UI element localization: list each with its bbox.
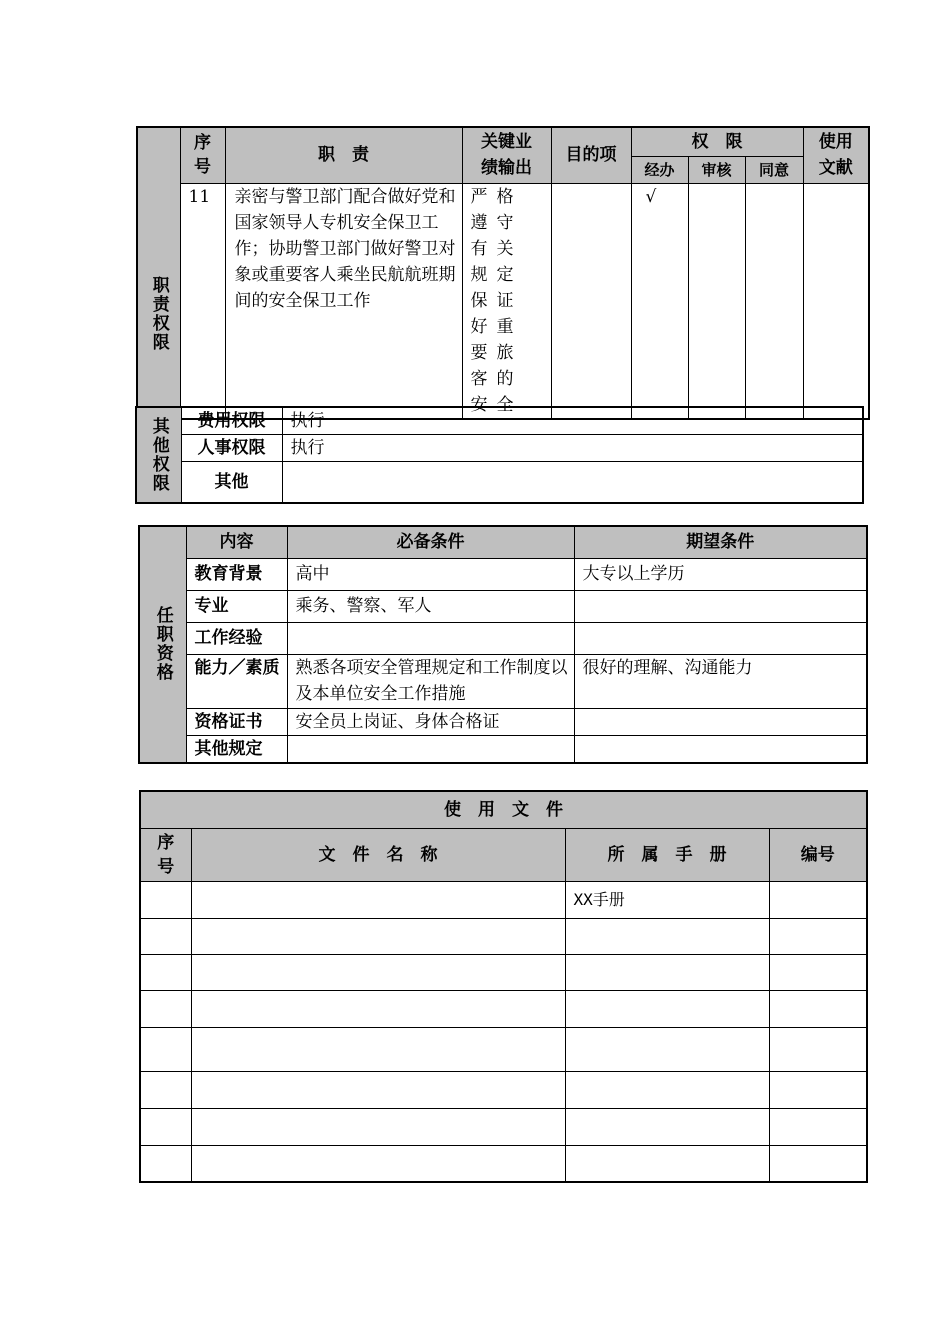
doc-manual <box>565 1145 769 1182</box>
certificate-required: 安全员上岗证、身体合格证 <box>287 708 574 735</box>
doc-name <box>191 990 565 1027</box>
certificate-expected <box>574 708 867 735</box>
duty-kpi: 严格遵守有关规定保证好重要旅客的安全 <box>462 183 551 419</box>
major-required: 乘务、警察、军人 <box>287 590 574 622</box>
doc-name <box>191 918 565 954</box>
personnel-authority-label: 人事权限 <box>181 435 282 462</box>
doc-seq <box>140 1071 191 1108</box>
doc-seq-header: 序号 <box>140 828 191 881</box>
authority-handle-header: 经办 <box>631 156 688 183</box>
duty-review <box>688 183 745 419</box>
doc-manual <box>565 1071 769 1108</box>
doc-code <box>769 881 867 918</box>
qualification-row <box>139 654 867 708</box>
doc-name <box>191 881 565 918</box>
documents-table <box>139 790 868 1183</box>
doc-code <box>769 990 867 1027</box>
personnel-authority-value: 执行 <box>282 435 863 462</box>
table-row <box>140 1108 867 1145</box>
doc-manual <box>565 918 769 954</box>
seq-header: 序号 <box>180 127 225 183</box>
qualifications-section-label: 任职资格 <box>139 526 186 763</box>
documents-title: 使 用 文 件 <box>140 791 867 828</box>
doc-manual <box>565 990 769 1027</box>
table-row <box>140 954 867 990</box>
ability-label: 能力／素质 <box>186 654 287 708</box>
duty-approve <box>745 183 803 419</box>
doc-seq <box>140 1108 191 1145</box>
other-rules-expected <box>574 735 867 763</box>
kpi-header: 关键业绩输出 <box>462 127 551 183</box>
doc-manual <box>565 1108 769 1145</box>
doc-manual <box>565 1027 769 1071</box>
other-authority-table <box>135 406 864 504</box>
table-row <box>140 881 867 918</box>
experience-expected <box>574 622 867 654</box>
certificate-label: 资格证书 <box>186 708 287 735</box>
table-row <box>140 1145 867 1182</box>
duty-seq: 11 <box>180 183 225 419</box>
expected-header: 期望条件 <box>574 526 867 558</box>
education-expected: 大专以上学历 <box>574 558 867 590</box>
other-rules-required <box>287 735 574 763</box>
doc-seq <box>140 1145 191 1182</box>
authority-approve-header: 同意 <box>745 156 803 183</box>
table-row <box>140 990 867 1027</box>
doc-manual <box>565 954 769 990</box>
doc-name <box>191 1071 565 1108</box>
doc-name-header: 文 件 名 称 <box>191 828 565 881</box>
duty-header: 职 责 <box>225 127 462 183</box>
doc-manual-header: 所 属 手 册 <box>565 828 769 881</box>
doc-seq <box>140 990 191 1027</box>
duty-docs <box>803 183 869 419</box>
doc-name <box>191 1027 565 1071</box>
education-label: 教育背景 <box>186 558 287 590</box>
docs-header: 使用文献 <box>803 127 869 183</box>
experience-required <box>287 622 574 654</box>
duty-row <box>137 183 869 419</box>
major-label: 专业 <box>186 590 287 622</box>
duty-purpose <box>551 183 631 419</box>
doc-name <box>191 954 565 990</box>
doc-manual: XX手册 <box>565 881 769 918</box>
doc-code <box>769 1145 867 1182</box>
duties-table <box>136 126 870 420</box>
table-row <box>140 1027 867 1071</box>
doc-seq <box>140 918 191 954</box>
doc-code <box>769 1108 867 1145</box>
expense-authority-value: 执行 <box>282 407 863 435</box>
doc-code <box>769 954 867 990</box>
qualification-row <box>139 708 867 735</box>
table-row <box>140 918 867 954</box>
required-header: 必备条件 <box>287 526 574 558</box>
duties-section-label: 职责权限 <box>137 127 180 419</box>
qualification-row <box>139 622 867 654</box>
content-header: 内容 <box>186 526 287 558</box>
qualification-row <box>139 558 867 590</box>
other-authority-label: 其他 <box>181 462 282 503</box>
doc-seq <box>140 881 191 918</box>
purpose-header: 目的项 <box>551 127 631 183</box>
duty-handle-check: √ <box>631 183 688 419</box>
authority-header: 权 限 <box>631 127 803 156</box>
doc-name <box>191 1145 565 1182</box>
other-authority-value <box>282 462 863 503</box>
qualifications-table <box>138 525 868 764</box>
doc-code <box>769 1027 867 1071</box>
doc-seq <box>140 1027 191 1071</box>
doc-code-header: 编号 <box>769 828 867 881</box>
other-authority-section-label: 其他权限 <box>136 407 181 503</box>
doc-code <box>769 918 867 954</box>
ability-expected: 很好的理解、沟通能力 <box>574 654 867 708</box>
doc-code <box>769 1071 867 1108</box>
education-required: 高中 <box>287 558 574 590</box>
qualification-row <box>139 590 867 622</box>
experience-label: 工作经验 <box>186 622 287 654</box>
other-rules-label: 其他规定 <box>186 735 287 763</box>
expense-authority-label: 费用权限 <box>181 407 282 435</box>
qualification-row <box>139 735 867 763</box>
major-expected <box>574 590 867 622</box>
doc-name <box>191 1108 565 1145</box>
authority-review-header: 审核 <box>688 156 745 183</box>
duty-text: 亲密与警卫部门配合做好党和国家领导人专机安全保卫工作；协助警卫部门做好警卫对象或重要客人乘坐民航航班期间的安全保卫工作 <box>225 183 462 419</box>
doc-seq <box>140 954 191 990</box>
ability-required: 熟悉各项安全管理规定和工作制度以及本单位安全工作措施 <box>287 654 574 708</box>
table-row <box>140 1071 867 1108</box>
